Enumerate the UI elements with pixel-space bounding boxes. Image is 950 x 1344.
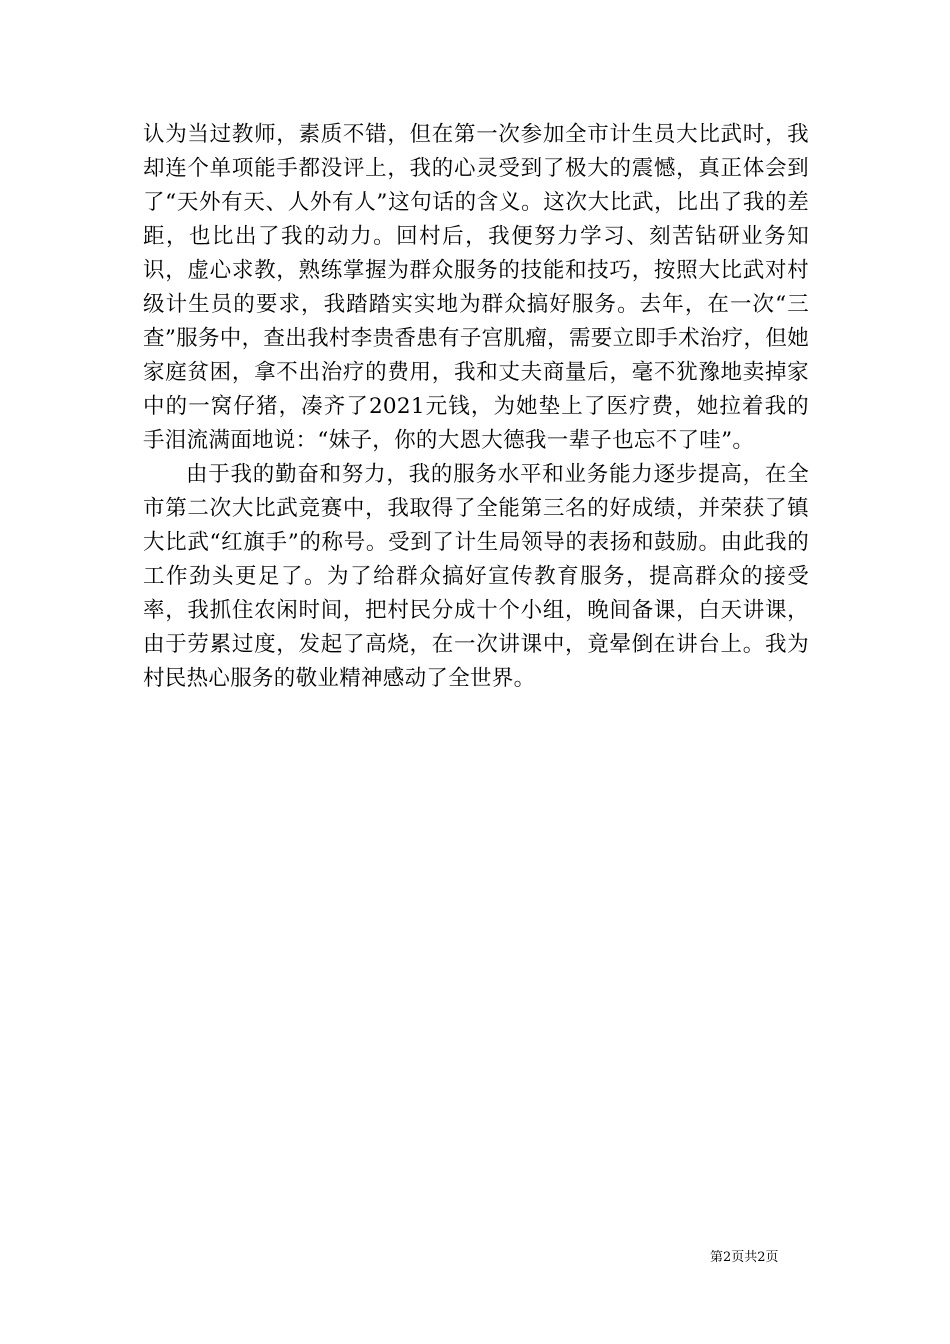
paragraph-1: 认为当过教师，素质不错，但在第一次参加全市计生员大比武时，我却连个单项能手都没评上，我的心灵受到了极大的震憾，真正体会到了“天外有天、人外有人”这句话的含义。这次大比武，比出了我的差距，也比出了我的动力。回村后，我便努力学习、刻苦钻研业务知识，虚心求教，熟练掌握为群众服务的技能和技巧，按照大比武对村级计生员的要求，我踏踏实实地为群众搞好服务。去年，在一次“三查”服务中，查出我村李贵香患有子宫肌瘤，需要立即手术治疗，但她家庭贫困，拿不出治疗的费用，我和丈夫商量后，毫不犹豫地卖掉家中的一窝仔猪，凑齐了2021元钱，为她垫上了医疗费，她拉着我的手泪流满面地说：“妹子，你的大恩大德我一辈子也忘不了哇”。: [143, 122, 809, 453]
page-number: 第2页共2页: [710, 1250, 779, 1265]
document-body: [143, 118, 809, 696]
paragraph-2: 由于我的勤奋和努力，我的服务水平和业务能力逐步提高，在全市第二次大比武竞赛中，我取得了全能第三名的好成绩，并荣获了镇大比武“红旗手”的称号。受到了计生局领导的表扬和鼓励。由此我的工作劲头更足了。为了给群众搞好宣传教育服务，提高群众的接受率，我抓住农闲时间，把村民分成十个小组，晚间备课，白天讲课，由于劳累过度，发起了高烧，在一次讲课中，竟晕倒在讲台上。我为村民热心服务的敬业精神感动了全世界。: [143, 462, 809, 691]
